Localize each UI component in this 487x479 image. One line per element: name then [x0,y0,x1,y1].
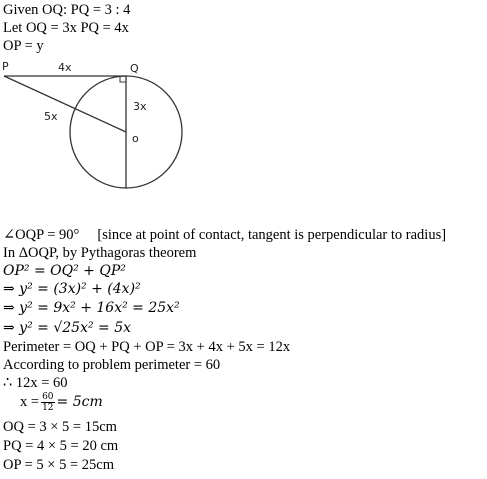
perimeter-line: Perimeter = OQ + PQ + OP = 3x + 4x + 5x = 12x [3,339,291,355]
oq-value: OQ = 3 × 5 = 15cm [3,419,117,435]
fraction-denominator: 12 [42,403,54,413]
angle-statement: ∠OQP = 90° [3,227,80,243]
op-value: OP = 5 × 5 = 25cm [3,457,114,473]
line-po [4,76,126,132]
x-result: = 5cm [56,393,103,410]
label-op: 5x [44,110,58,123]
equation-1: OP² = OQ² + QP² [3,263,126,279]
right-angle-mark [120,76,126,82]
according-line: According to problem perimeter = 60 [3,357,221,373]
let-statement: Let OQ = 3x PQ = 4x [3,20,129,36]
pythagoras-intro: In ΔOQP, by Pythagoras theorem [3,245,197,261]
label-p: P [2,60,9,73]
fraction-numerator: 60 [42,392,54,402]
pq-value: PQ = 4 × 5 = 20 cm [3,438,119,454]
circle-tangent-figure [0,56,200,192]
label-oq: 3x [133,100,147,113]
given-ratio: Given OQ: PQ = 3 : 4 [3,2,131,18]
label-q: Q [130,62,139,75]
label-o: o [132,132,139,145]
label-pq: 4x [58,61,72,74]
x-fraction [41,392,54,413]
equation-4: ⇒ y² = √25x² = 5x [3,320,132,336]
op-definition: OP = y [3,38,44,54]
angle-line [3,227,446,244]
x-solution-line [20,392,103,413]
therefore-line: ∴ 12x = 60 [3,375,68,391]
equation-2: ⇒ y² = (3x)² + (4x)² [3,281,141,297]
x-prefix: x = [20,393,40,410]
angle-reason: [since at point of contact, tangent is perpendicular to radius] [97,227,447,243]
equation-3: ⇒ y² = 9x² + 16x² = 25x² [3,300,180,316]
